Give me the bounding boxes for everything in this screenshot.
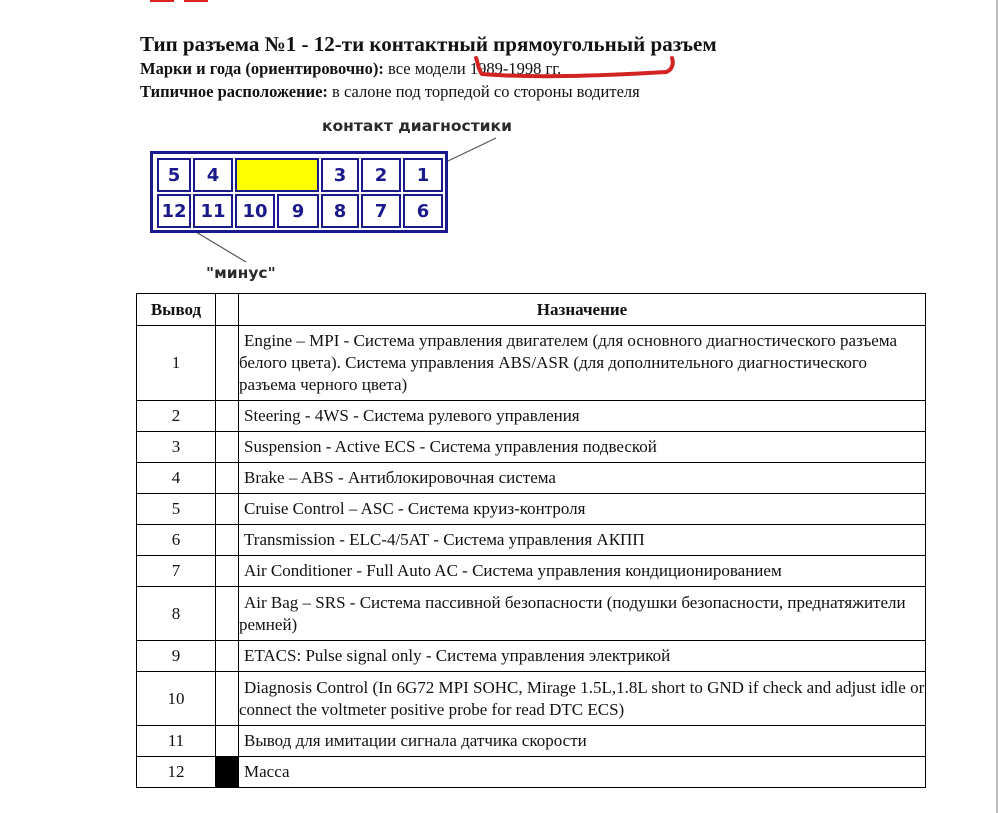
pin-marker bbox=[216, 326, 239, 401]
pin-number: 1 bbox=[137, 326, 216, 401]
pin-marker bbox=[216, 525, 239, 556]
pin-number: 12 bbox=[137, 757, 216, 788]
pin-marker bbox=[216, 463, 239, 494]
pin-description: Вывод для имитации сигнала датчика скорости bbox=[239, 726, 926, 757]
pin-description: Transmission - ELC-4/5AT - Система управления АКПП bbox=[239, 525, 926, 556]
brands-value: все модели 1989-1998 гг. bbox=[388, 59, 562, 78]
pin-description: Air Bag – SRS - Система пассивной безопасности (подушки безопасности, преднатяжители ремней) bbox=[239, 587, 926, 641]
diagnostic-contact-label: контакт диагностики bbox=[322, 117, 512, 135]
table-row bbox=[137, 757, 926, 788]
pin-marker bbox=[216, 401, 239, 432]
pin-marker bbox=[216, 587, 239, 641]
pin-description: ETACS: Pulse signal only - Система управления электрикой bbox=[239, 641, 926, 672]
header-pin: Вывод bbox=[137, 294, 216, 326]
pin-number: 3 bbox=[137, 432, 216, 463]
pin-description: Масса bbox=[239, 757, 926, 788]
red-mark bbox=[150, 0, 174, 2]
location-value: в салоне под торпедой со стороны водителя bbox=[332, 82, 640, 101]
pin-9: 9 bbox=[277, 194, 319, 228]
pin-6: 6 bbox=[403, 194, 443, 228]
pin-description: Brake – ABS - Антиблокировочная система bbox=[239, 463, 926, 494]
minus-label: "минус" bbox=[206, 264, 276, 282]
pin-11: 11 bbox=[193, 194, 233, 228]
pin-description: Diagnosis Control (In 6G72 MPI SOHC, Mirage 1.5L,1.8L short to GND if check and adjust idle or connect the voltmeter positive probe for read DTC ECS) bbox=[239, 672, 926, 726]
table-row bbox=[137, 726, 926, 757]
pinout-table bbox=[136, 293, 926, 788]
cropped-line bbox=[140, 0, 208, 9]
brands-label: Марки и года (ориентировочно): bbox=[140, 59, 384, 78]
header-marker bbox=[216, 294, 239, 326]
pin-marker bbox=[216, 672, 239, 726]
header-purpose: Назначение bbox=[239, 294, 926, 326]
pin-12: 12 bbox=[157, 194, 191, 228]
pin-marker bbox=[216, 641, 239, 672]
pin-number: 10 bbox=[137, 672, 216, 726]
pin-description: Engine – MPI - Система управления двигателем (для основного диагностического разъема белого цвета). Система управления ABS/ASR (для дополнительного диагностического разъема черного цвета) bbox=[239, 326, 926, 401]
pin-number: 4 bbox=[137, 463, 216, 494]
pin-description: Suspension - Active ECS - Система управления подвеской bbox=[239, 432, 926, 463]
pin-number: 6 bbox=[137, 525, 216, 556]
pin-description: Cruise Control – ASC - Система круиз-контроля bbox=[239, 494, 926, 525]
table-row bbox=[137, 672, 926, 726]
table-row bbox=[137, 525, 926, 556]
table-row bbox=[137, 641, 926, 672]
table-row bbox=[137, 463, 926, 494]
ground-marker bbox=[216, 757, 239, 788]
table-row bbox=[137, 432, 926, 463]
red-underline-annotation bbox=[470, 52, 680, 84]
pin-3: 3 bbox=[321, 158, 359, 192]
pin-10: 10 bbox=[235, 194, 275, 228]
table-row bbox=[137, 326, 926, 401]
pin-number: 11 bbox=[137, 726, 216, 757]
pin-number: 8 bbox=[137, 587, 216, 641]
pin-marker bbox=[216, 432, 239, 463]
location-label: Типичное расположение: bbox=[140, 82, 328, 101]
connector-diagram bbox=[150, 151, 448, 233]
pin-marker bbox=[216, 556, 239, 587]
table-row bbox=[137, 401, 926, 432]
pin-8: 8 bbox=[321, 194, 359, 228]
pin-4: 4 bbox=[193, 158, 233, 192]
pin-number: 5 bbox=[137, 494, 216, 525]
page-title: Тип разъема №1 - 12-ти контактный прямоугольный разъем bbox=[140, 32, 717, 56]
pin-description: Steering - 4WS - Система рулевого управления bbox=[239, 401, 926, 432]
pin-2: 2 bbox=[361, 158, 401, 192]
pin-number: 9 bbox=[137, 641, 216, 672]
pin-number: 7 bbox=[137, 556, 216, 587]
pin-5: 5 bbox=[157, 158, 191, 192]
pin-marker bbox=[216, 494, 239, 525]
pin-1: 1 bbox=[403, 158, 443, 192]
table-row bbox=[137, 587, 926, 641]
key-slot bbox=[235, 158, 319, 192]
pin-number: 2 bbox=[137, 401, 216, 432]
red-mark bbox=[184, 0, 208, 2]
pin-7: 7 bbox=[361, 194, 401, 228]
table-header-row bbox=[137, 294, 926, 326]
pin-description: Air Conditioner - Full Auto AC - Система управления кондиционированием bbox=[239, 556, 926, 587]
pin-marker bbox=[216, 726, 239, 757]
table-row bbox=[137, 494, 926, 525]
location-line bbox=[140, 82, 640, 102]
table-row bbox=[137, 556, 926, 587]
